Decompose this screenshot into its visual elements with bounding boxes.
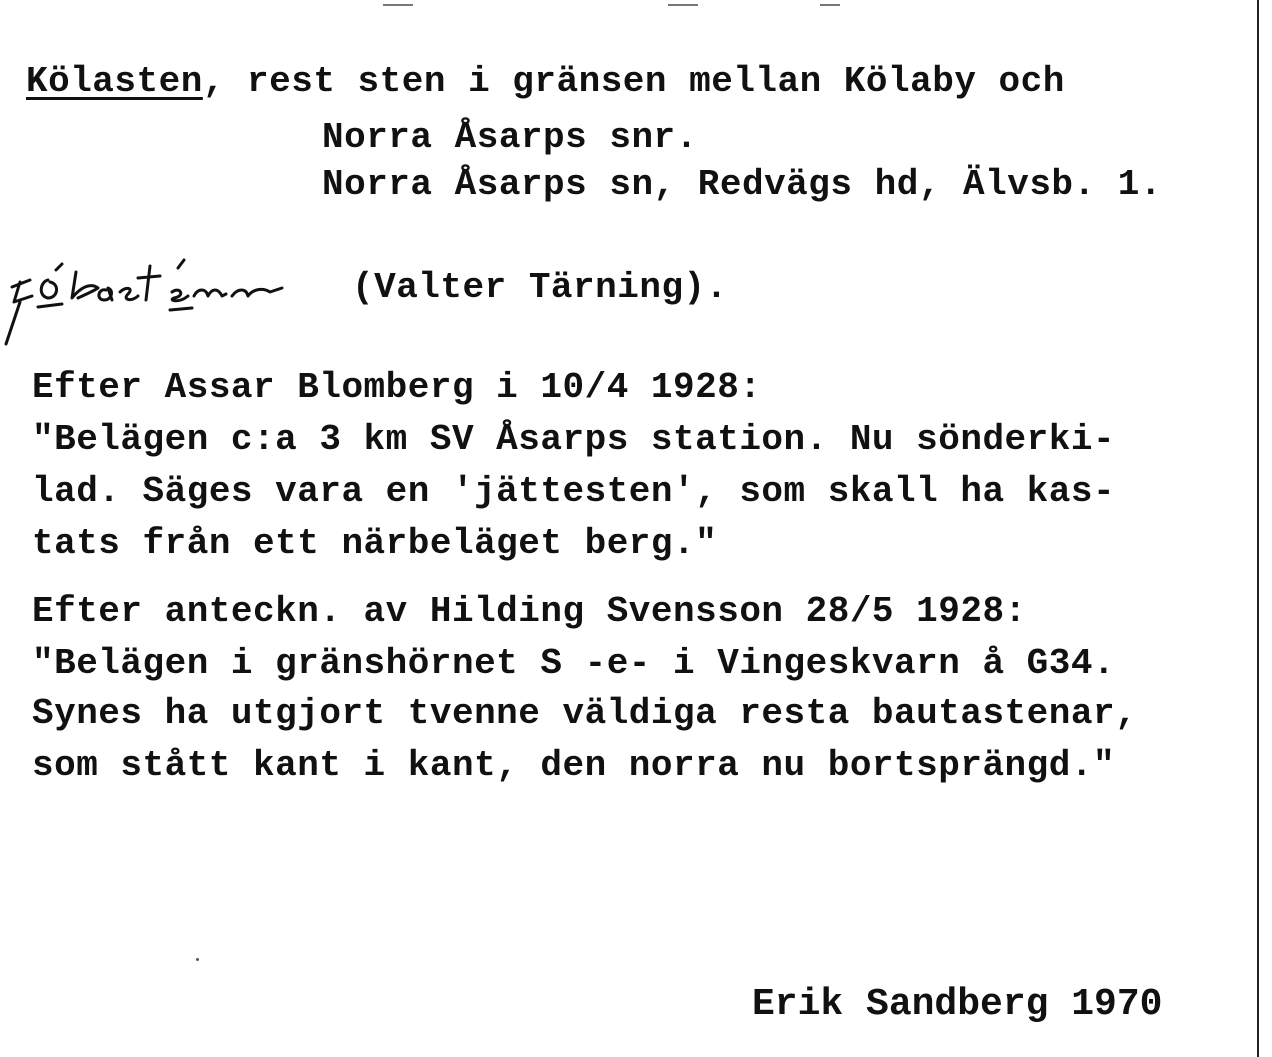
source-1-line: tats från ett närbeläget berg." — [32, 523, 718, 564]
source-1-line: "Belägen c:a 3 km SV Åsarps station. Nu sönderki- — [32, 419, 1116, 460]
card-edge — [1257, 0, 1259, 1057]
handwritten-form — [2, 252, 347, 352]
source-1-line: lad. Säges vara en 'jättesten', som skall ha kas- — [32, 471, 1116, 512]
source-2-heading: Efter anteckn. av Hilding Svensson 28/5 1928: — [32, 591, 1027, 632]
signature: Erik Sandberg 1970 — [752, 983, 1163, 1026]
scan-mark — [383, 4, 413, 6]
parish-line-1: Norra Åsarps snr. — [322, 117, 698, 158]
source-2-line: Synes ha utgjort tvenne väldiga resta bautastenar, — [32, 693, 1138, 734]
source-1-heading: Efter Assar Blomberg i 10/4 1928: — [32, 367, 762, 408]
headword: Kölasten — [26, 61, 203, 102]
informant: (Valter Tärning). — [352, 267, 728, 308]
scan-mark — [668, 4, 698, 6]
heading-rest: , rest sten i gränsen mellan Kölaby och — [202, 61, 1065, 102]
scan-speck — [196, 958, 199, 961]
scan-mark — [820, 4, 840, 6]
parish-line-2: Norra Åsarps sn, Redvägs hd, Älvsb. 1. — [322, 164, 1162, 205]
source-2-line: "Belägen i gränshörnet S -e- i Vingeskvarn å G34. — [32, 643, 1116, 684]
heading-line — [26, 62, 1065, 102]
handwriting-glyphs — [2, 252, 347, 352]
source-2-line: som stått kant i kant, den norra nu bortsprängd." — [32, 745, 1116, 786]
